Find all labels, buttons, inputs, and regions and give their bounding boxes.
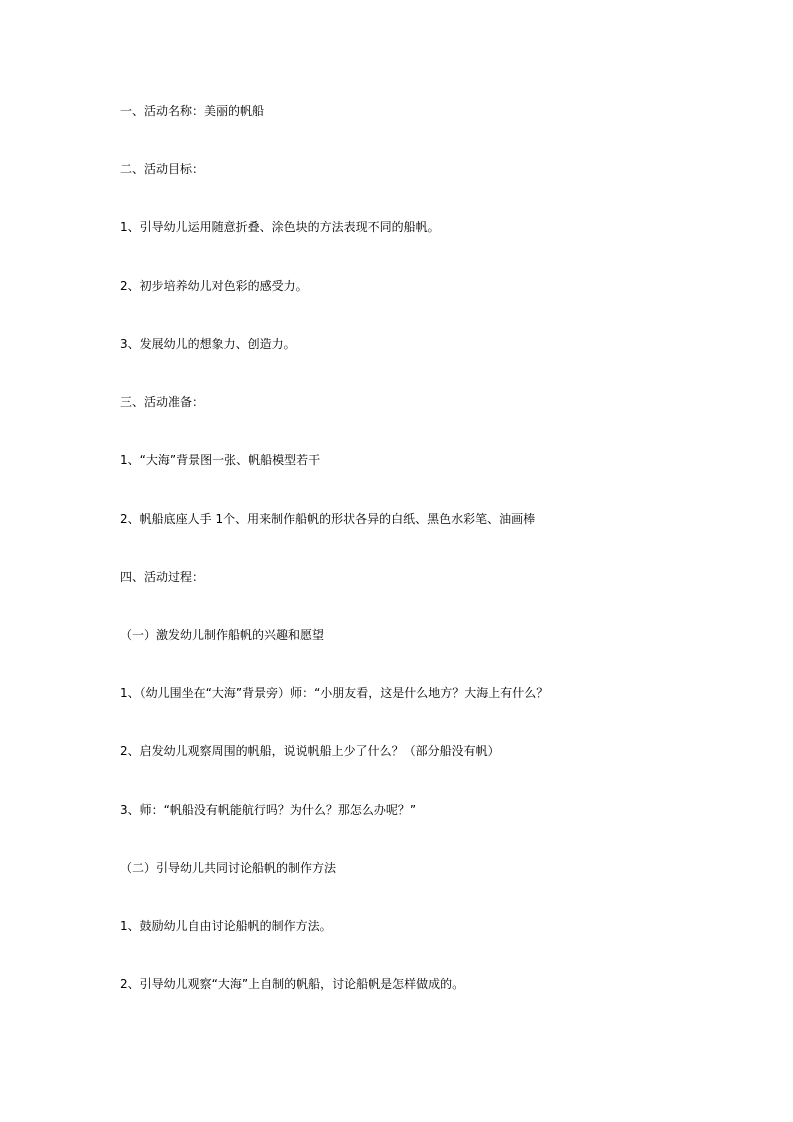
process-1-step-1: 1、（幼儿围坐在“大海”背景旁）师：“小朋友看，这是什么地方？大海上有什么？ [120,686,549,700]
activity-goals-heading: 二、活动目标： [120,162,205,176]
activity-process-heading: 四、活动过程： [120,570,205,584]
goal-item-1: 1、引导幼儿运用随意折叠、涂色块的方法表现不同的船帆。 [120,220,440,234]
activity-preparation-heading: 三、活动准备： [120,395,205,409]
goal-item-3: 3、发展幼儿的想象力、创造力。 [120,337,296,351]
activity-name-heading: 一、活动名称：美丽的帆船 [120,104,265,118]
process-1-step-2: 2、启发幼儿观察周围的帆船，说说帆船上少了什么？（部分船没有帆） [120,744,500,758]
goal-item-2: 2、初步培养幼儿对色彩的感受力。 [120,279,308,293]
preparation-item-2: 2、帆船底座人手 1个、用来制作船帆的形状各异的白纸、黑色水彩笔、油画棒 [120,512,536,526]
process-1-step-3: 3、师：“帆船没有帆能航行吗？为什么？那怎么办呢？” [120,803,417,817]
process-2-step-2: 2、引导幼儿观察“大海”上自制的帆船，讨论船帆是怎样做成的。 [120,977,465,991]
preparation-item-1: 1、“大海”背景图一张、帆船模型若干 [120,453,321,467]
process-2-step-1: 1、鼓励幼儿自由讨论船帆的制作方法。 [120,919,332,933]
process-section-2-heading: （二）引导幼儿共同讨论船帆的制作方法 [120,861,337,875]
process-section-1-heading: （一）激发幼儿制作船帆的兴趣和愿望 [120,628,325,642]
